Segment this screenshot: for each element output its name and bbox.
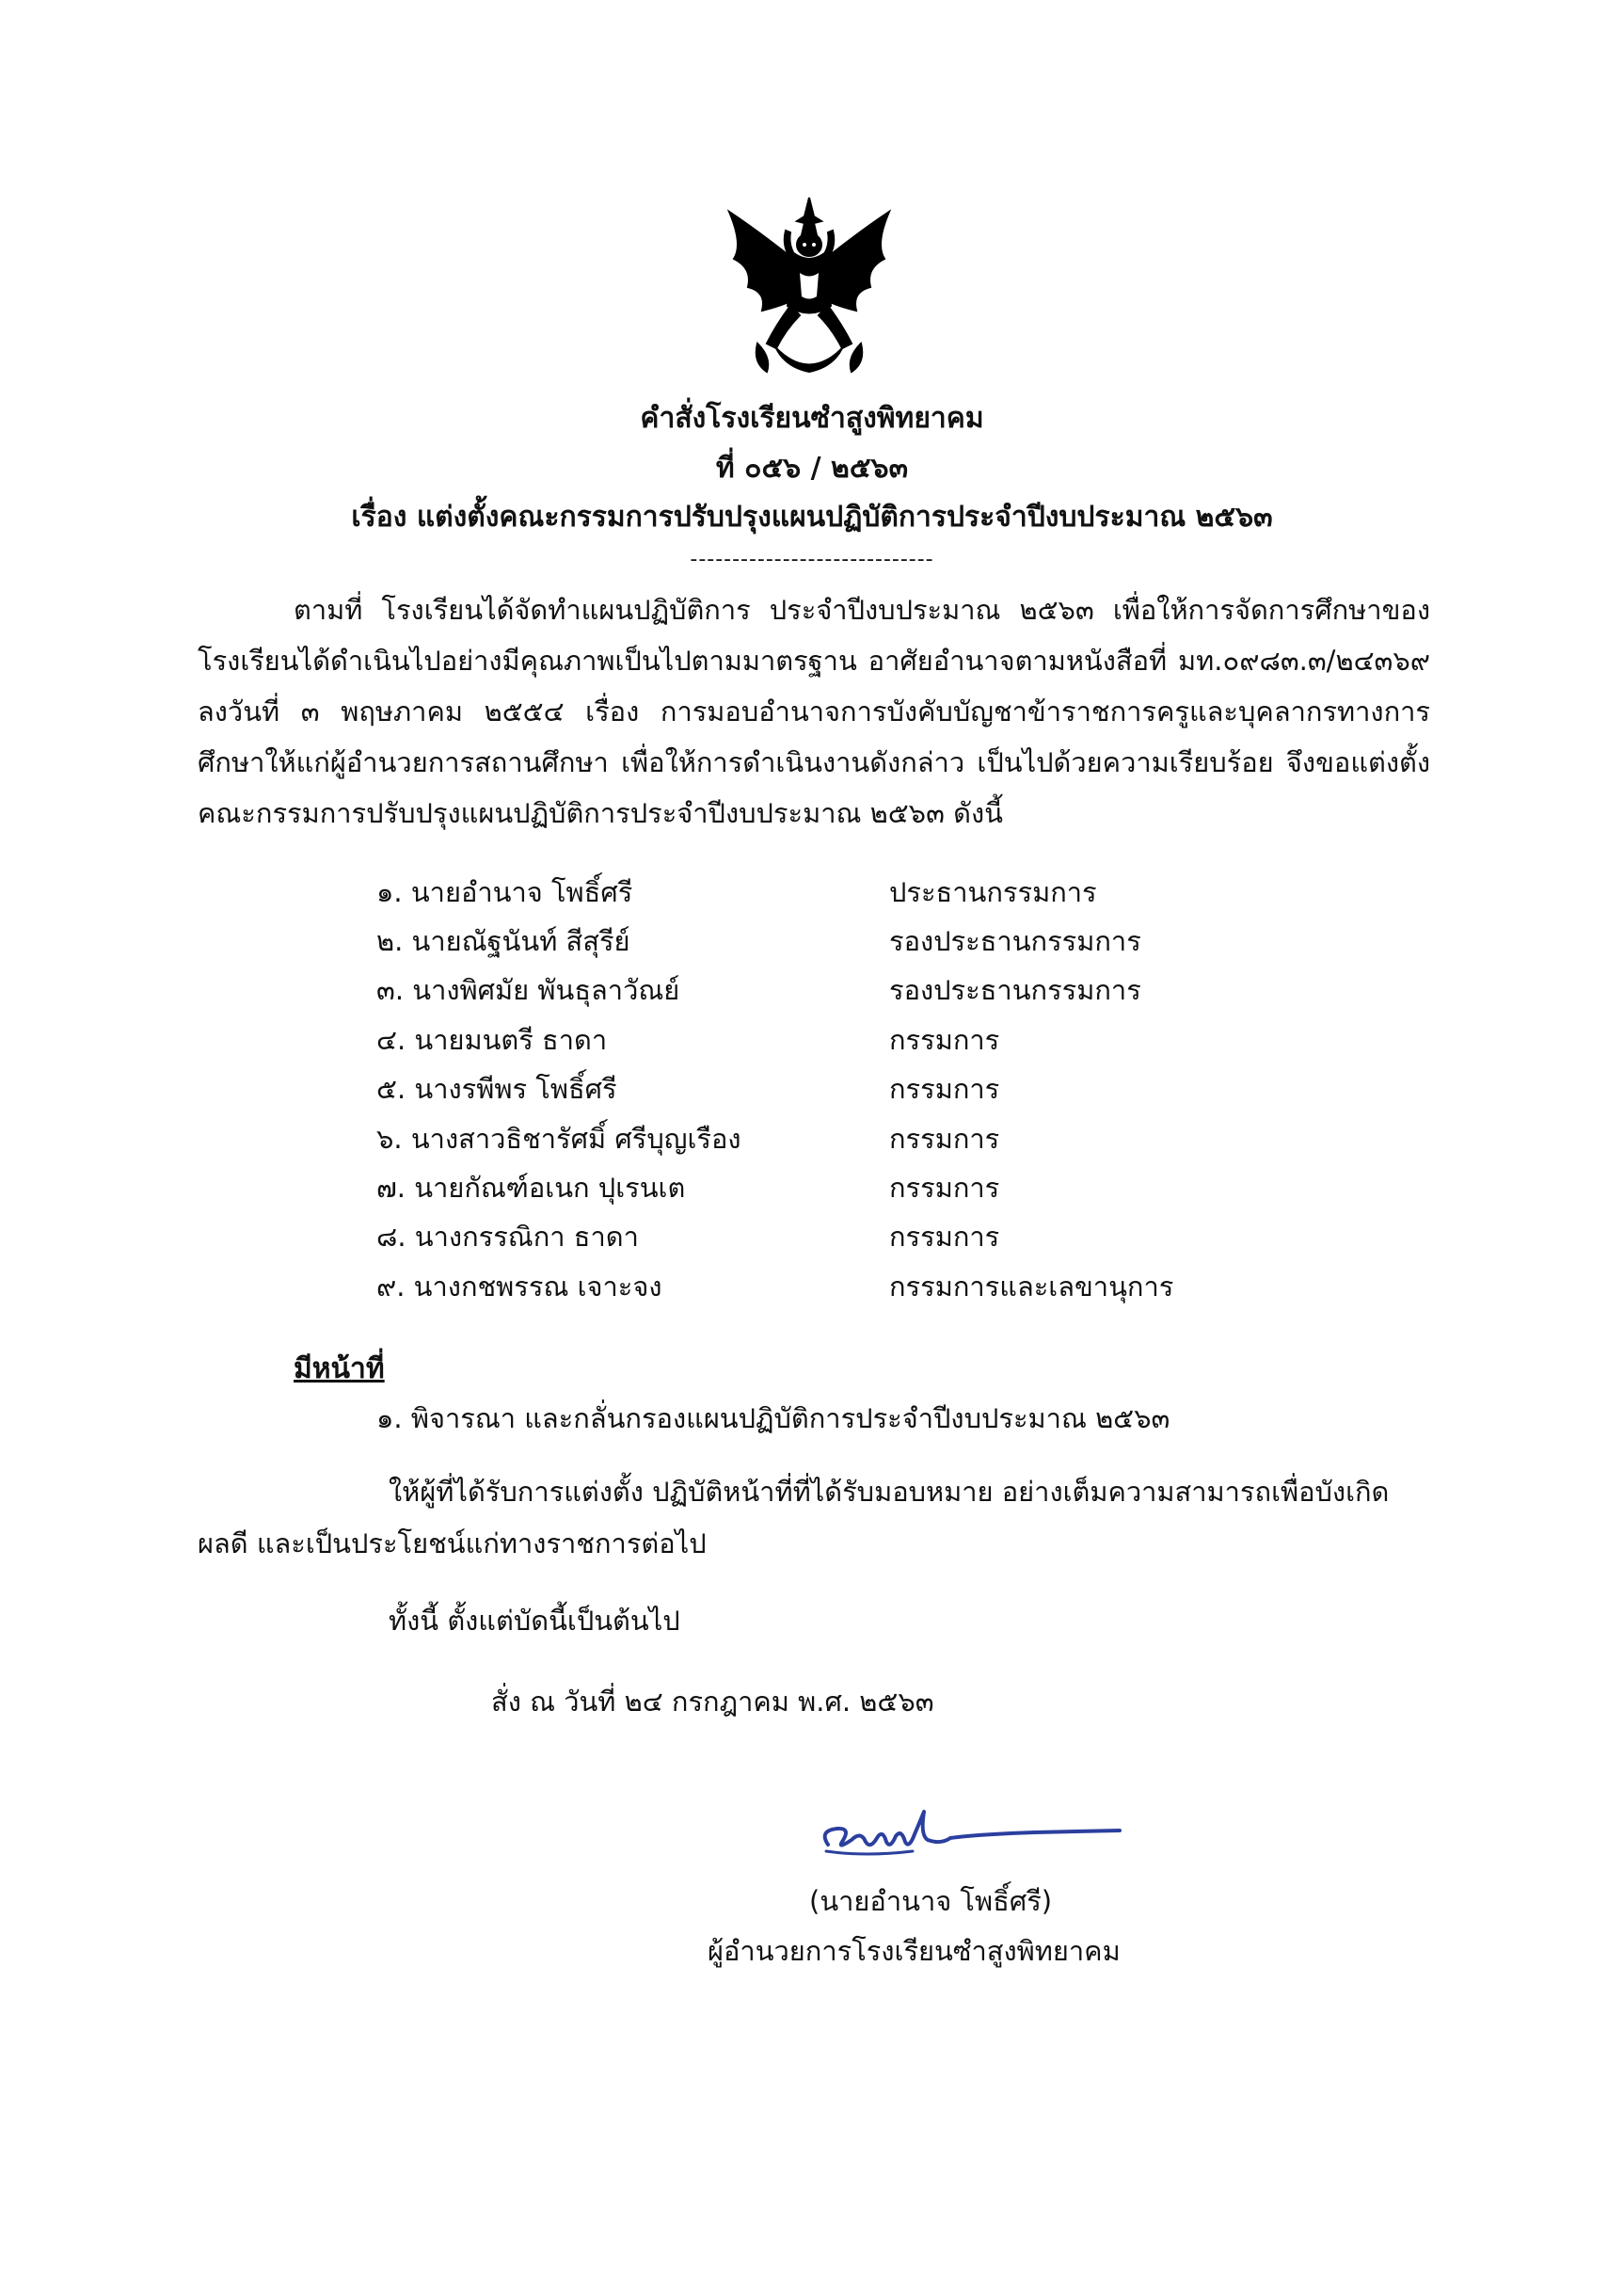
list-item — [376, 873, 1317, 911]
member-name: ๗. นายกัณฑ์อเนก ปุเรนเต — [376, 1172, 686, 1204]
list-item — [376, 1218, 1317, 1255]
order-subject: เรื่อง แต่งตั้งคณะกรรมการปรับปรุงแผนปฏิบัติการประจำปีงบประมาณ ๒๕๖๓ — [351, 501, 1273, 534]
garuda-emblem-icon — [720, 193, 899, 381]
closing-line: ให้ผู้ที่ได้รับการแต่งตั้ง ปฏิบัติหน้าที่ที่ได้รับมอบหมาย อย่างเต็มความสามารถเพื่อบังเกิด — [389, 1476, 1390, 1508]
member-role: กรรมการและเลขานุการ — [889, 1271, 1174, 1303]
closing-line: ผลดี และเป็นประโยชน์แก่ทางราชการต่อไป — [198, 1527, 707, 1559]
member-name: ๖. นางสาวธิชารัศมิ์ ศรีบุญเรือง — [376, 1123, 741, 1155]
order-date: สั่ง ณ วันที่ ๒๔ กรกฎาคม พ.ศ. ๒๕๖๓ — [491, 1686, 934, 1718]
handwritten-signature-icon — [809, 1802, 1129, 1868]
member-role: กรรมการ — [889, 1024, 1000, 1056]
list-item — [376, 1169, 1317, 1207]
member-role: ประธานกรรมการ — [889, 876, 1097, 908]
intro-line: ลงวันที่ ๓ พฤษภาคม ๒๕๕๔ เรื่อง การมอบอำนาจการบังคับบัญชาข้าราชการครูและบุคลากรทางการ — [198, 695, 1430, 727]
member-name: ๒. นายณัฐนันท์ สีสุรีย์ — [376, 925, 630, 957]
effective-text: ทั้งนี้ ตั้งแต่บัดนี้เป็นต้นไป — [389, 1605, 680, 1637]
list-item — [376, 1268, 1317, 1305]
list-item — [376, 1021, 1317, 1059]
list-item — [376, 971, 1317, 1009]
member-name: ๔. นายมนตรี ธาดา — [376, 1024, 608, 1056]
intro-line: โรงเรียนได้ดำเนินไปอย่างมีคุณภาพเป็นไปตามมาตรฐาน อาศัยอำนาจตามหนังสือที่ มท.๐๙๘๓.๓/๒๔๓๖๙ — [198, 645, 1430, 677]
member-name: ๙. นางกชพรรณ เจาะจง — [376, 1271, 662, 1303]
member-role: กรรมการ — [889, 1073, 1000, 1105]
intro-line: ตามที่ โรงเรียนได้จัดทำแผนปฏิบัติการ ประจำปีงบประมาณ ๒๕๖๓ เพื่อให้การจัดการศึกษาของ — [294, 594, 1430, 626]
list-item — [376, 1120, 1317, 1158]
signer-name: (นายอำนาจ โพธิ์ศรี) — [809, 1885, 1053, 1917]
member-role: รองประธานกรรมการ — [889, 974, 1141, 1006]
order-title: คำสั่งโรงเรียนซำสูงพิทยาคม — [640, 402, 984, 435]
intro-line: ศึกษาให้แก่ผู้อำนวยการสถานศึกษา เพื่อให้การดำเนินงานดังกล่าว เป็นไปด้วยความเรียบร้อย จึงขอแต่งตั้ง — [198, 746, 1430, 778]
member-name: ๓. นางพิศมัย พันธุลาวัณย์ — [376, 974, 680, 1006]
list-item — [376, 922, 1317, 960]
member-name: ๕. นางรพีพร โพธิ์ศรี — [376, 1073, 617, 1105]
member-role: กรรมการ — [889, 1221, 1000, 1253]
member-role: กรรมการ — [889, 1123, 1000, 1155]
member-role: กรรมการ — [889, 1172, 1000, 1204]
intro-line: คณะกรรมการปรับปรุงแผนปฏิบัติการประจำปีงบประมาณ ๒๕๖๓ ดังนี้ — [198, 797, 1003, 829]
member-name: ๘. นางกรรณิกา ธาดา — [376, 1221, 639, 1253]
duties-heading: มีหน้าที่ — [294, 1352, 385, 1385]
member-name: ๑. นายอำนาจ โพธิ์ศรี — [376, 876, 633, 908]
order-number: ที่ ๐๕๖ / ๒๕๖๓ — [715, 452, 909, 485]
separator-line: ----------------------------- — [690, 548, 934, 571]
signer-position: ผู้อำนวยการโรงเรียนซำสูงพิทยาคม — [708, 1935, 1121, 1967]
duty-item: ๑. พิจารณา และกลั่นกรองแผนปฏิบัติการประจำปีงบประมาณ ๒๕๖๓ — [376, 1402, 1170, 1434]
member-role: รองประธานกรรมการ — [889, 925, 1141, 957]
list-item — [376, 1070, 1317, 1108]
